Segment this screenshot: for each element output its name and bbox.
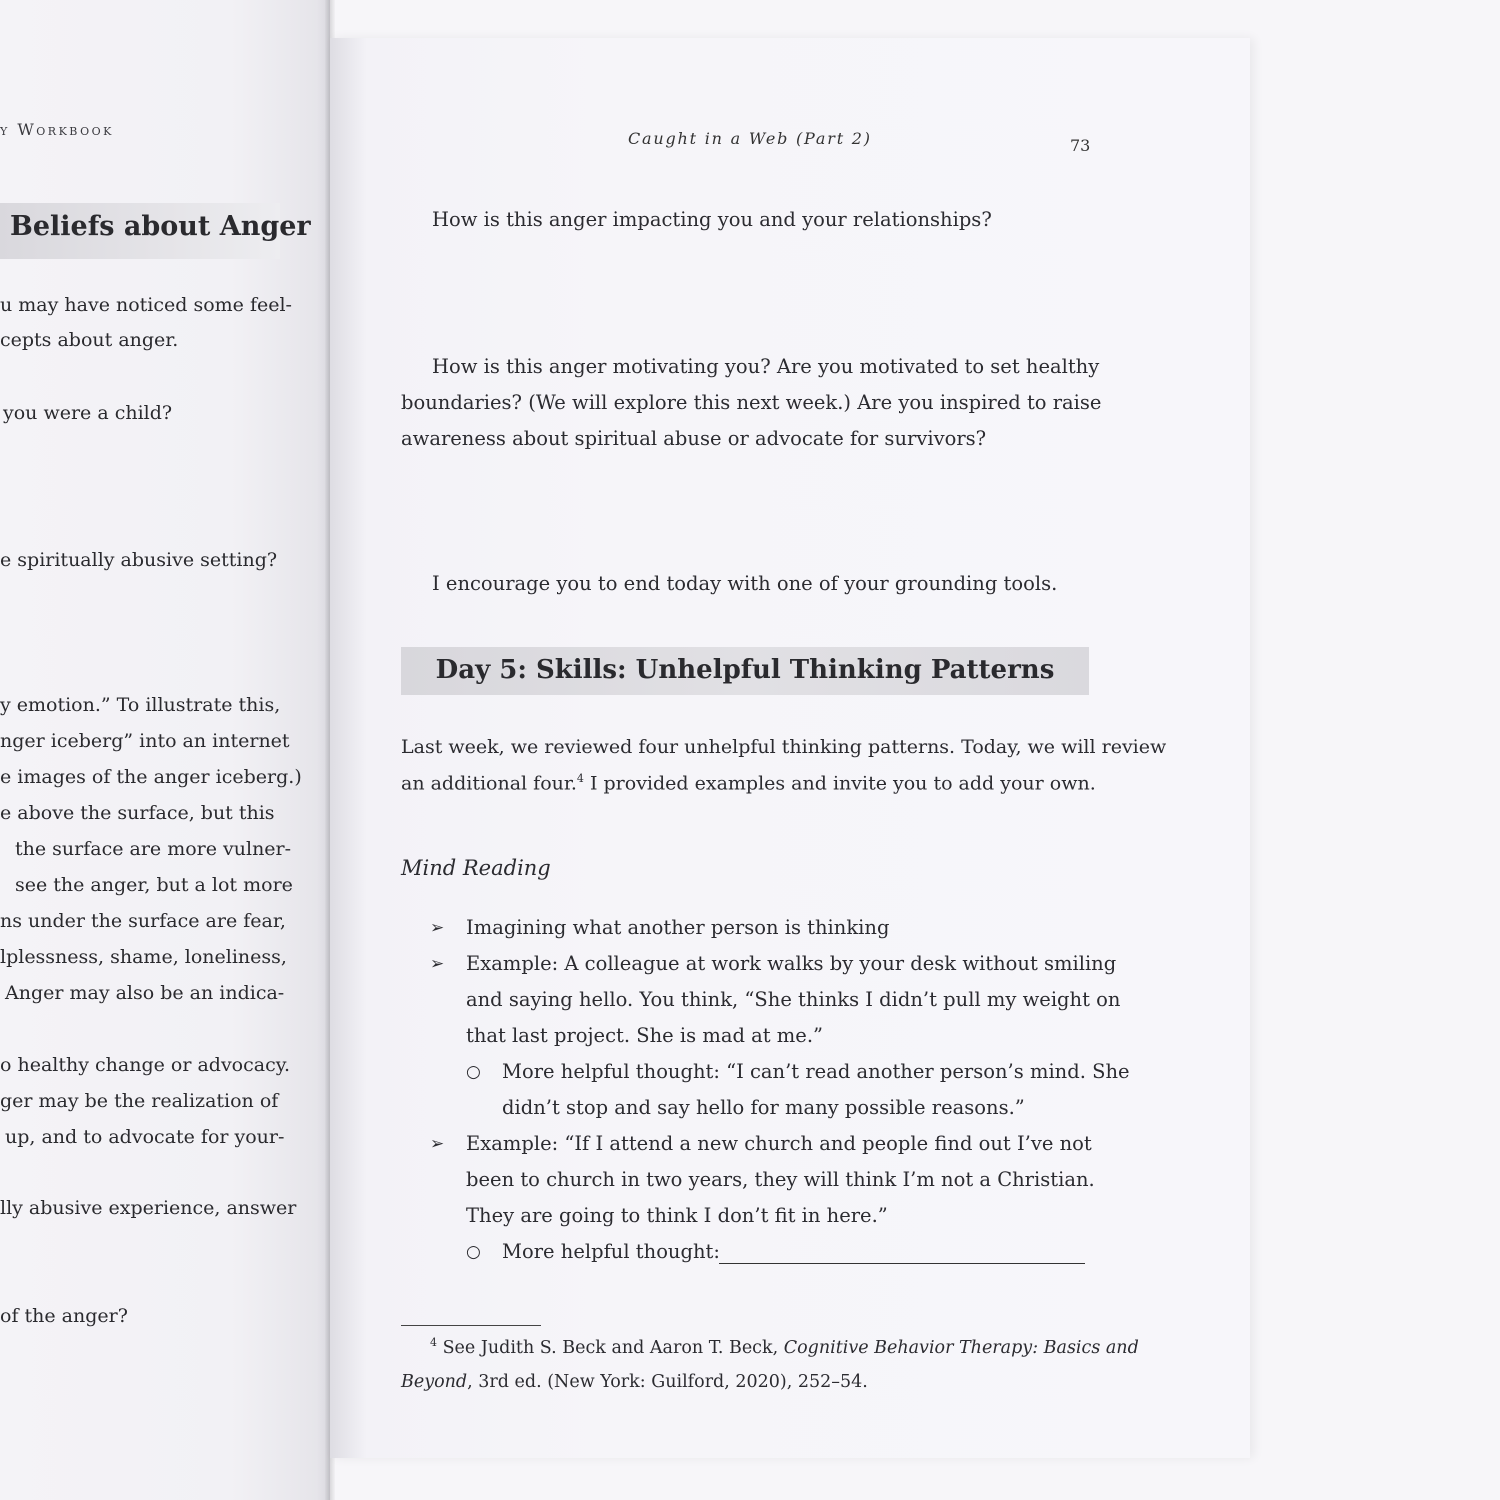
left-line: cepts about anger. xyxy=(0,329,179,351)
intro-text: an additional four. xyxy=(401,772,577,795)
left-line: the surface are more vulner- xyxy=(15,838,292,860)
left-section-heading: Beliefs about Anger xyxy=(10,211,311,242)
left-line: Anger may also be an indica- xyxy=(5,982,285,1004)
intro-line: Last week, we reviewed four unhelpful thinking patterns. Today, we will review xyxy=(401,736,1167,758)
day-heading: Day 5: Skills: Unhelpful Thinking Patterns xyxy=(435,655,1055,685)
footnote-number: 4 xyxy=(430,1336,437,1349)
page-number: 73 xyxy=(1070,136,1091,155)
left-line: you were a child? xyxy=(3,402,173,424)
question-motivation-line: awareness about spiritual abuse or advocate for survivors? xyxy=(401,427,987,450)
left-line: nger iceberg” into an internet xyxy=(0,730,290,752)
left-line: ger may be the realization of xyxy=(0,1090,279,1112)
circle-bullet-icon: ○ xyxy=(466,1062,481,1082)
question-motivation-line: boundaries? (We will explore this next week.) Are you inspired to raise xyxy=(401,391,1102,414)
footnote-book-title: Cognitive Behavior Therapy: Basics and xyxy=(783,1337,1139,1358)
footnote-line xyxy=(401,1372,868,1392)
left-running-head: y Workbook xyxy=(0,120,114,139)
circle-bullet-icon: ○ xyxy=(466,1242,481,1262)
footnote-text: See Judith S. Beck and Aaron T. Beck, xyxy=(437,1337,784,1358)
arrow-bullet-icon: ➢ xyxy=(430,918,445,938)
left-line: y emotion.” To illustrate this, xyxy=(0,694,281,716)
helpful-thought-line: didn’t stop and say hello for many possible reasons.” xyxy=(502,1096,1025,1119)
running-head: Caught in a Web (Part 2) xyxy=(628,129,872,148)
arrow-bullet-icon: ➢ xyxy=(430,954,445,974)
intro-text: I provided examples and invite you to add your own. xyxy=(583,772,1096,795)
footnote-rule xyxy=(401,1325,541,1326)
footnote-reference: 4 xyxy=(576,772,584,785)
subheading-mind-reading: Mind Reading xyxy=(401,856,551,880)
question-impact: How is this anger impacting you and your relationships? xyxy=(432,208,992,231)
left-line: o healthy change or advocacy. xyxy=(0,1054,290,1076)
left-line: e above the surface, but this xyxy=(0,802,275,824)
left-line: see the anger, but a lot more xyxy=(15,874,293,896)
bullet-example-line: They are going to think I don’t fit in here.” xyxy=(466,1204,888,1227)
grounding-encouragement: I encourage you to end today with one of your grounding tools. xyxy=(432,572,1058,595)
left-page xyxy=(0,0,330,1500)
footnote-line xyxy=(430,1336,1139,1358)
left-line: ns under the surface are fear, xyxy=(0,910,286,932)
bullet-definition: Imagining what another person is thinking xyxy=(466,916,890,939)
helpful-thought-prompt: More helpful thought: xyxy=(502,1240,720,1263)
question-motivation-line: How is this anger motivating you? Are you motivated to set healthy xyxy=(432,355,1100,378)
left-line: lplessness, shame, loneliness, xyxy=(0,946,287,968)
left-line: up, and to advocate for your- xyxy=(5,1126,285,1148)
bullet-example-line: been to church in two years, they will think I’m not a Christian. xyxy=(466,1168,1095,1191)
right-page xyxy=(330,38,1250,1458)
footnote-book-title: Beyond xyxy=(401,1372,468,1392)
left-line: e images of the anger iceberg.) xyxy=(0,766,302,788)
bullet-example-line: that last project. She is mad at me.” xyxy=(466,1024,823,1047)
fill-in-blank-line xyxy=(719,1263,1085,1264)
left-line: of the anger? xyxy=(0,1305,128,1327)
bullet-example-line: Example: A colleague at work walks by your desk without smiling xyxy=(466,952,1117,975)
arrow-bullet-icon: ➢ xyxy=(430,1134,445,1154)
left-line: lly abusive experience, answer xyxy=(0,1197,297,1219)
bullet-example-line: Example: “If I attend a new church and people find out I’ve not xyxy=(466,1132,1092,1155)
helpful-thought-line: More helpful thought: “I can’t read another person’s mind. She xyxy=(502,1060,1130,1083)
footnote-text: , 3rd ed. (New York: Guilford, 2020), 252–54. xyxy=(467,1372,868,1392)
intro-line xyxy=(401,772,1096,794)
left-line: u may have noticed some feel- xyxy=(0,294,292,316)
bullet-example-line: and saying hello. You think, “She thinks I didn’t pull my weight on xyxy=(466,988,1121,1011)
left-line: e spiritually abusive setting? xyxy=(0,549,278,571)
